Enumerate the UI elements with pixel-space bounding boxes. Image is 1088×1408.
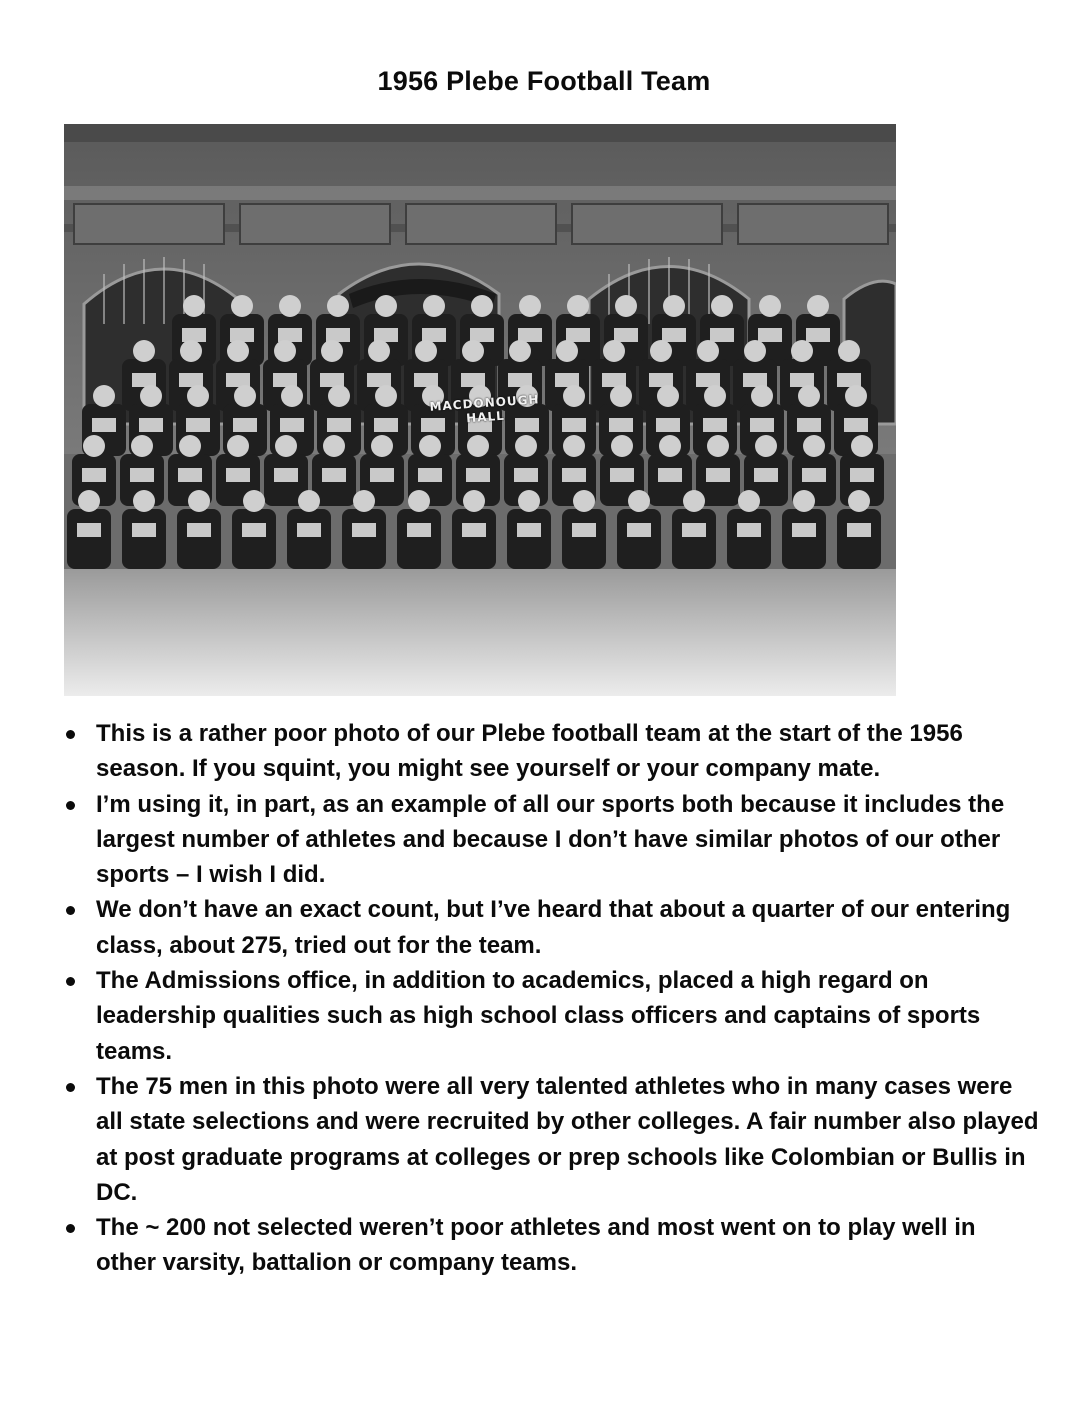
list-item	[62, 963, 1042, 1069]
list-item	[62, 892, 1042, 963]
bullet-icon	[66, 730, 75, 739]
bullet-text: This is a rather poor photo of our Plebe football team at the start of the 1956 season. If you squint, you might see yourself or your company mate.	[96, 720, 963, 783]
team-photo	[64, 124, 896, 696]
list-item	[62, 716, 1042, 787]
page-title: 1956 Plebe Football Team	[377, 66, 711, 96]
list-item	[62, 1069, 1042, 1210]
bullet-text: We don’t have an exact count, but I’ve heard that about a quarter of our entering class, about 275, tried out for the team.	[96, 896, 1011, 959]
bullet-icon	[66, 977, 75, 986]
bullet-list	[62, 716, 1042, 1281]
hall-sign-text: MACDONOUGH HALL	[429, 392, 540, 426]
bullet-icon	[66, 1083, 75, 1092]
bullet-icon	[66, 1224, 75, 1233]
bullet-icon	[66, 801, 75, 810]
bullet-text: The 75 men in this photo were all very talented athletes who in many cases were all state selections and were recruited by other colleges. A fair number also played at post graduate programs at colleges or prep schools like Colombian or Bullis in DC.	[96, 1072, 1039, 1206]
bullet-text: The Admissions office, in addition to academics, placed a high regard on leadership qualities such as high school class officers and captains of sports teams.	[96, 967, 981, 1065]
bullet-text: I’m using it, in part, as an example of all our sports both because it includes the largest number of athletes and because I don’t have similar photos of our other sports – I wish I did.	[96, 790, 1005, 889]
bullet-text: The ~ 200 not selected weren’t poor athletes and most went on to play well in other varsity, battalion or company teams.	[96, 1214, 976, 1277]
bullet-icon	[66, 906, 75, 915]
list-item	[62, 787, 1042, 893]
list-item	[62, 1210, 1042, 1281]
